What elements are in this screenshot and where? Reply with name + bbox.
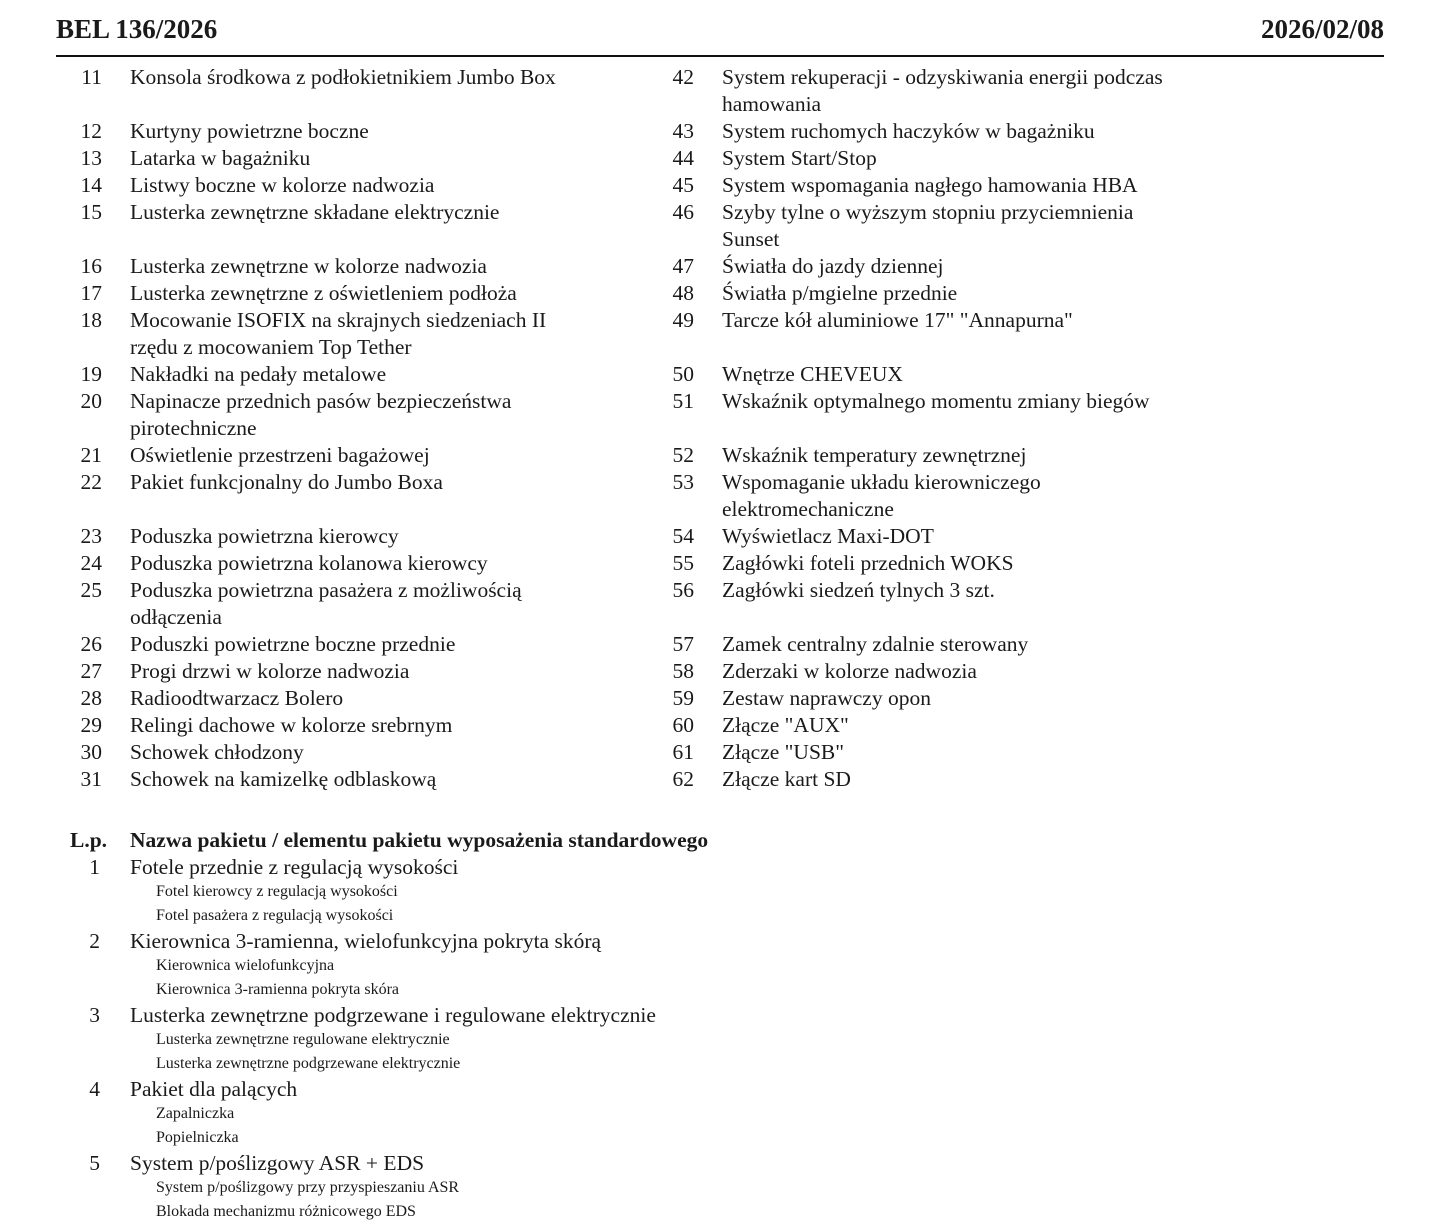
list-item — [56, 64, 636, 118]
item-text: Konsola środkowa z podłokietnikiem Jumbo Box — [130, 65, 556, 89]
list-item — [648, 577, 1248, 631]
item-text: Wnętrze CHEVEUX — [722, 362, 903, 386]
list-item — [56, 361, 636, 388]
item-number: 51 — [672, 389, 694, 413]
document-id: BEL 136/2026 — [56, 14, 218, 44]
lp-column-header: L.p. — [70, 828, 108, 852]
item-number: 24 — [80, 551, 102, 575]
list-item — [648, 739, 1248, 766]
item-text: Zagłówki siedzeń tylnych 3 szt. — [722, 578, 995, 602]
item-number: 43 — [672, 119, 694, 143]
package-name: Fotele przednie z regulacją wysokości — [130, 855, 459, 879]
list-item — [648, 280, 1248, 307]
list-item — [56, 766, 636, 793]
list-item — [56, 172, 636, 199]
item-number: 59 — [672, 686, 694, 710]
item-number: 19 — [80, 362, 102, 386]
list-item — [56, 685, 636, 712]
item-number: 27 — [80, 659, 102, 683]
item-text: rzędu z mocowaniem Top Tether — [130, 335, 412, 359]
list-item — [648, 172, 1248, 199]
item-number: 56 — [672, 578, 694, 602]
item-number: 62 — [672, 767, 694, 791]
item-number: 55 — [672, 551, 694, 575]
item-text: Wskaźnik temperatury zewnętrznej — [722, 443, 1027, 467]
list-item — [56, 280, 636, 307]
item-text: Oświetlenie przestrzeni bagażowej — [130, 443, 430, 467]
item-number: 45 — [672, 173, 694, 197]
package-sub-item: System p/poślizgowy przy przyspieszaniu ASR — [156, 1179, 460, 1196]
list-item — [648, 631, 1248, 658]
item-number: 21 — [80, 443, 102, 467]
item-text — [130, 226, 636, 253]
item-text: System rekuperacji - odzyskiwania energii podczas — [722, 65, 1163, 89]
item-number: 23 — [80, 524, 102, 548]
item-text: Radioodtwarzacz Bolero — [130, 686, 344, 710]
list-item — [648, 118, 1248, 145]
list-item — [56, 199, 636, 253]
item-text: Lusterka zewnętrzne z oświetleniem podłoża — [130, 281, 517, 305]
item-text: Zderzaki w kolorze nadwozia — [722, 659, 977, 683]
item-text — [722, 604, 1248, 631]
package-sub-item: Fotel kierowcy z regulacją wysokości — [156, 883, 398, 900]
list-item — [648, 145, 1248, 172]
item-text: Złącze kart SD — [722, 767, 851, 791]
item-number: 48 — [672, 281, 694, 305]
item-text: Tarcze kół aluminiowe 17" "Annapurna" — [722, 308, 1073, 332]
package-number: 2 — [89, 929, 100, 953]
list-item — [56, 145, 636, 172]
item-text — [722, 334, 1248, 361]
package-name: Pakiet dla palących — [130, 1077, 298, 1101]
item-text: Mocowanie ISOFIX na skrajnych siedzeniach II — [130, 308, 547, 332]
item-text: Złącze "AUX" — [722, 713, 849, 737]
list-item — [648, 307, 1248, 361]
item-number: 46 — [672, 200, 694, 224]
package-name: Lusterka zewnętrzne podgrzewane i regulowane elektrycznie — [130, 1003, 656, 1027]
item-number: 49 — [672, 308, 694, 332]
list-item — [648, 766, 1248, 793]
list-item — [56, 118, 636, 145]
list-item — [56, 469, 636, 523]
package-row — [56, 1002, 956, 1028]
item-text — [722, 415, 1248, 442]
package-sub-item: Kierownica 3-ramienna pokryta skóra — [156, 981, 400, 998]
list-item — [648, 685, 1248, 712]
item-number: 20 — [80, 389, 102, 413]
package-number: 1 — [89, 855, 100, 879]
document-date: 2026/02/08 — [1260, 14, 1384, 44]
item-text: Schowek na kamizelkę odblaskową — [130, 767, 437, 791]
package-sub-item: Blokada mechanizmu różnicowego EDS — [156, 1203, 416, 1220]
item-text: System ruchomych haczyków w bagażniku — [722, 119, 1095, 143]
package-item — [56, 854, 956, 928]
package-name: System p/poślizgowy ASR + EDS — [130, 1151, 425, 1175]
item-number: 28 — [80, 686, 102, 710]
item-text: Zamek centralny zdalnie sterowany — [722, 632, 1029, 656]
package-number: 4 — [89, 1077, 100, 1101]
package-item — [56, 1002, 956, 1076]
item-text: Lusterka zewnętrzne składane elektrycznie — [130, 200, 500, 224]
item-text: Światła p/mgielne przednie — [722, 281, 958, 305]
list-item — [56, 307, 636, 361]
item-text: Wyświetlacz Maxi-DOT — [722, 524, 934, 548]
item-text: elektromechaniczne — [722, 497, 894, 521]
package-number: 5 — [89, 1151, 100, 1175]
list-item — [648, 388, 1248, 442]
item-number: 15 — [80, 200, 102, 224]
item-number: 14 — [80, 173, 102, 197]
item-text — [130, 91, 636, 118]
package-sub-item: Lusterka zewnętrzne podgrzewane elektrycznie — [156, 1055, 461, 1072]
package-item — [56, 1076, 956, 1150]
item-text: pirotechniczne — [130, 416, 257, 440]
package-list — [56, 854, 956, 1224]
list-item — [56, 523, 636, 550]
item-number: 30 — [80, 740, 102, 764]
package-row — [56, 1076, 956, 1102]
header-divider — [56, 55, 1384, 57]
item-text: Poduszka powietrzna kierowcy — [130, 524, 399, 548]
list-item — [648, 712, 1248, 739]
list-item — [648, 199, 1248, 253]
item-text: Latarka w bagażniku — [130, 146, 311, 170]
item-text: Poduszki powietrzne boczne przednie — [130, 632, 456, 656]
list-item — [56, 739, 636, 766]
list-item — [56, 253, 636, 280]
item-number: 11 — [81, 65, 102, 89]
package-name: Kierownica 3-ramienna, wielofunkcyjna pokryta skórą — [130, 929, 602, 953]
list-item — [56, 631, 636, 658]
item-text: Pakiet funkcjonalny do Jumbo Boxa — [130, 470, 443, 494]
item-text: Relingi dachowe w kolorze srebrnym — [130, 713, 453, 737]
package-sub-item: Lusterka zewnętrzne regulowane elektrycznie — [156, 1031, 450, 1048]
list-item — [648, 64, 1248, 118]
item-text: odłączenia — [130, 605, 222, 629]
item-number: 54 — [672, 524, 694, 548]
item-text: Szyby tylne o wyższym stopniu przyciemnienia — [722, 200, 1134, 224]
package-number: 3 — [89, 1003, 100, 1027]
item-number: 25 — [80, 578, 102, 602]
item-text: Sunset — [722, 227, 780, 251]
list-item — [648, 523, 1248, 550]
item-number: 22 — [80, 470, 102, 494]
item-number: 17 — [80, 281, 102, 305]
package-sub-item: Fotel pasażera z regulacją wysokości — [156, 907, 394, 924]
item-number: 42 — [672, 65, 694, 89]
item-text: Złącze "USB" — [722, 740, 845, 764]
item-text: Schowek chłodzony — [130, 740, 304, 764]
list-item — [56, 577, 636, 631]
package-name-column-header: Nazwa pakietu / elementu pakietu wyposażenia standardowego — [130, 828, 709, 852]
list-item — [56, 442, 636, 469]
item-text: Poduszka powietrzna pasażera z możliwością — [130, 578, 522, 602]
item-number: 47 — [672, 254, 694, 278]
item-text: System wspomagania nagłego hamowania HBA — [722, 173, 1138, 197]
item-text: Lusterka zewnętrzne w kolorze nadwozia — [130, 254, 487, 278]
list-item — [56, 712, 636, 739]
package-item — [56, 1150, 956, 1224]
list-item — [56, 658, 636, 685]
item-number: 12 — [80, 119, 102, 143]
item-number: 50 — [672, 362, 694, 386]
item-text: Wskaźnik optymalnego momentu zmiany biegów — [722, 389, 1150, 413]
item-number: 29 — [80, 713, 102, 737]
item-text: Napinacze przednich pasów bezpieczeństwa — [130, 389, 512, 413]
item-number: 16 — [80, 254, 102, 278]
list-item — [648, 361, 1248, 388]
item-number: 13 — [80, 146, 102, 170]
list-item — [648, 469, 1248, 523]
item-number: 18 — [80, 308, 102, 332]
item-text — [130, 496, 636, 523]
package-item — [56, 928, 956, 1002]
item-text: Progi drzwi w kolorze nadwozia — [130, 659, 410, 683]
package-sub-item: Zapalniczka — [156, 1105, 235, 1122]
item-number: 57 — [672, 632, 694, 656]
item-number: 53 — [672, 470, 694, 494]
item-text: Nakładki na pedały metalowe — [130, 362, 387, 386]
item-text: Listwy boczne w kolorze nadwozia — [130, 173, 435, 197]
list-item — [648, 253, 1248, 280]
list-item — [56, 550, 636, 577]
item-text: Wspomaganie układu kierowniczego — [722, 470, 1041, 494]
item-number: 58 — [672, 659, 694, 683]
item-text: Poduszka powietrzna kolanowa kierowcy — [130, 551, 488, 575]
item-number: 61 — [672, 740, 694, 764]
list-item — [648, 550, 1248, 577]
package-sub-item: Popielniczka — [156, 1129, 239, 1146]
item-number: 26 — [80, 632, 102, 656]
package-sub-item: Kierownica wielofunkcyjna — [156, 957, 335, 974]
standard-equipment-section — [56, 826, 956, 1224]
list-item — [648, 658, 1248, 685]
list-item — [648, 442, 1248, 469]
standard-equipment-header — [56, 826, 956, 854]
item-text: Zagłówki foteli przednich WOKS — [722, 551, 1014, 575]
item-text: System Start/Stop — [722, 146, 877, 170]
item-number: 60 — [672, 713, 694, 737]
item-number: 52 — [672, 443, 694, 467]
item-text: Kurtyny powietrzne boczne — [130, 119, 369, 143]
item-text: Zestaw naprawczy opon — [722, 686, 931, 710]
equipment-list-right — [648, 64, 1248, 793]
list-item — [56, 388, 636, 442]
item-text: Światła do jazdy dziennej — [722, 254, 944, 278]
item-number: 44 — [672, 146, 694, 170]
package-row — [56, 1150, 956, 1176]
equipment-list-left — [56, 64, 636, 793]
document-header — [56, 12, 1384, 46]
package-row — [56, 854, 956, 880]
package-row — [56, 928, 956, 954]
item-number: 31 — [80, 767, 102, 791]
item-text: hamowania — [722, 92, 822, 116]
